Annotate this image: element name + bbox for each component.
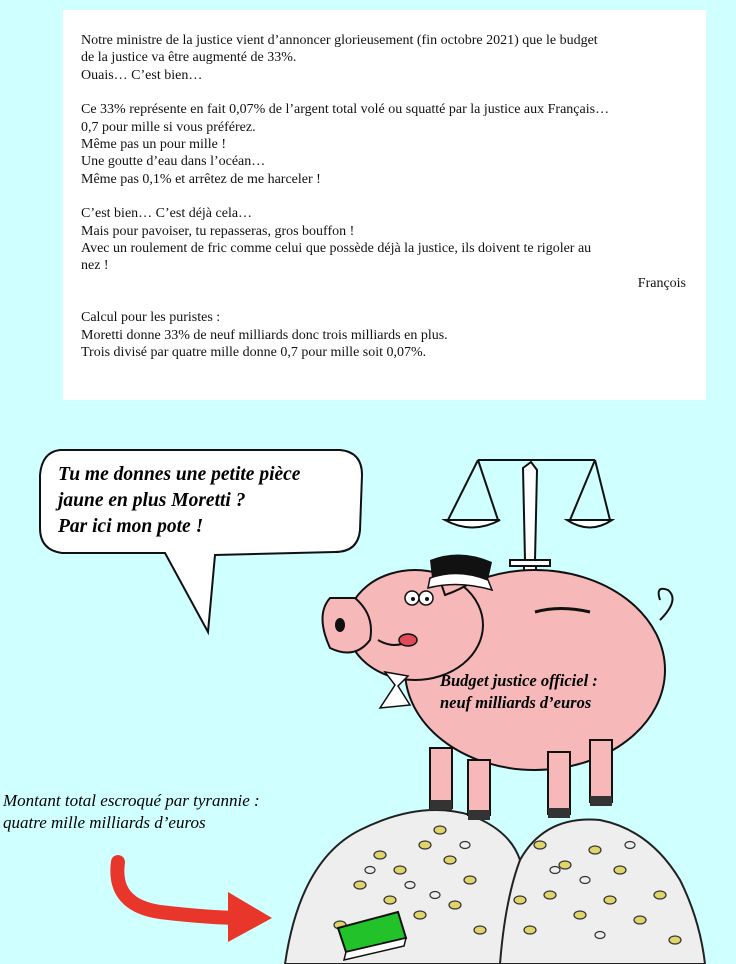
total-amount-label (3, 790, 363, 834)
pig-label-line: neuf milliards d’euros (440, 693, 592, 712)
letter-line: Même pas un pour mille ! (81, 137, 227, 153)
letter-line: C’est bien… C’est déjà cela… (81, 206, 253, 222)
letter-line: nez ! (81, 258, 109, 274)
letter-line: Moretti donne 33% de neuf milliards donc trois milliards en plus. (81, 327, 448, 343)
speech-line: jaune en plus Moretti ? (58, 490, 246, 511)
letter-line: Trois divisé par quatre mille donne 0,7 pour mille soit 0,07%. (81, 345, 427, 361)
letter-line: 0,7 pour mille si vous préférez. (81, 119, 256, 135)
letter-line: Calcul pour les puristes : (81, 310, 221, 326)
letter-line: Une goutte d’eau dans l’océan… (81, 154, 266, 170)
letter-line: Notre ministre de la justice vient d’annoncer glorieusement (fin octobre 2021) que le budget (81, 33, 598, 48)
pig-budget-label (440, 670, 660, 714)
total-label-line: Montant total escroqué par tyrannie : (3, 791, 260, 810)
letter-line: Ce 33% représente en fait 0,07% de l’argent total volé ou squatté par la justice aux Français… (81, 102, 610, 118)
pig-label-line: Budget justice officiel : (440, 671, 598, 690)
letter-line: de la justice va être augmenté de 33%. (81, 50, 297, 66)
letter-line: Même pas 0,1% et arrêtez de me harceler ! (81, 171, 321, 187)
letter-line: Avec un roulement de fric comme celui que possède déjà la justice, ils doivent te rigoler au (81, 241, 592, 257)
total-label-line: quatre mille milliards d’euros (3, 813, 206, 832)
speech-line: Par ici mon pote ! (58, 516, 204, 537)
speech-line: Tu me donnes une petite pièce (58, 464, 301, 485)
red-arrow-icon (117, 862, 272, 942)
letter-line: Mais pour pavoiser, tu repasseras, gros bouffon ! (81, 223, 355, 239)
speech-bubble-text (58, 462, 358, 540)
letter-line: Ouais… C’est bien… (81, 67, 203, 83)
signature: François (637, 275, 686, 291)
